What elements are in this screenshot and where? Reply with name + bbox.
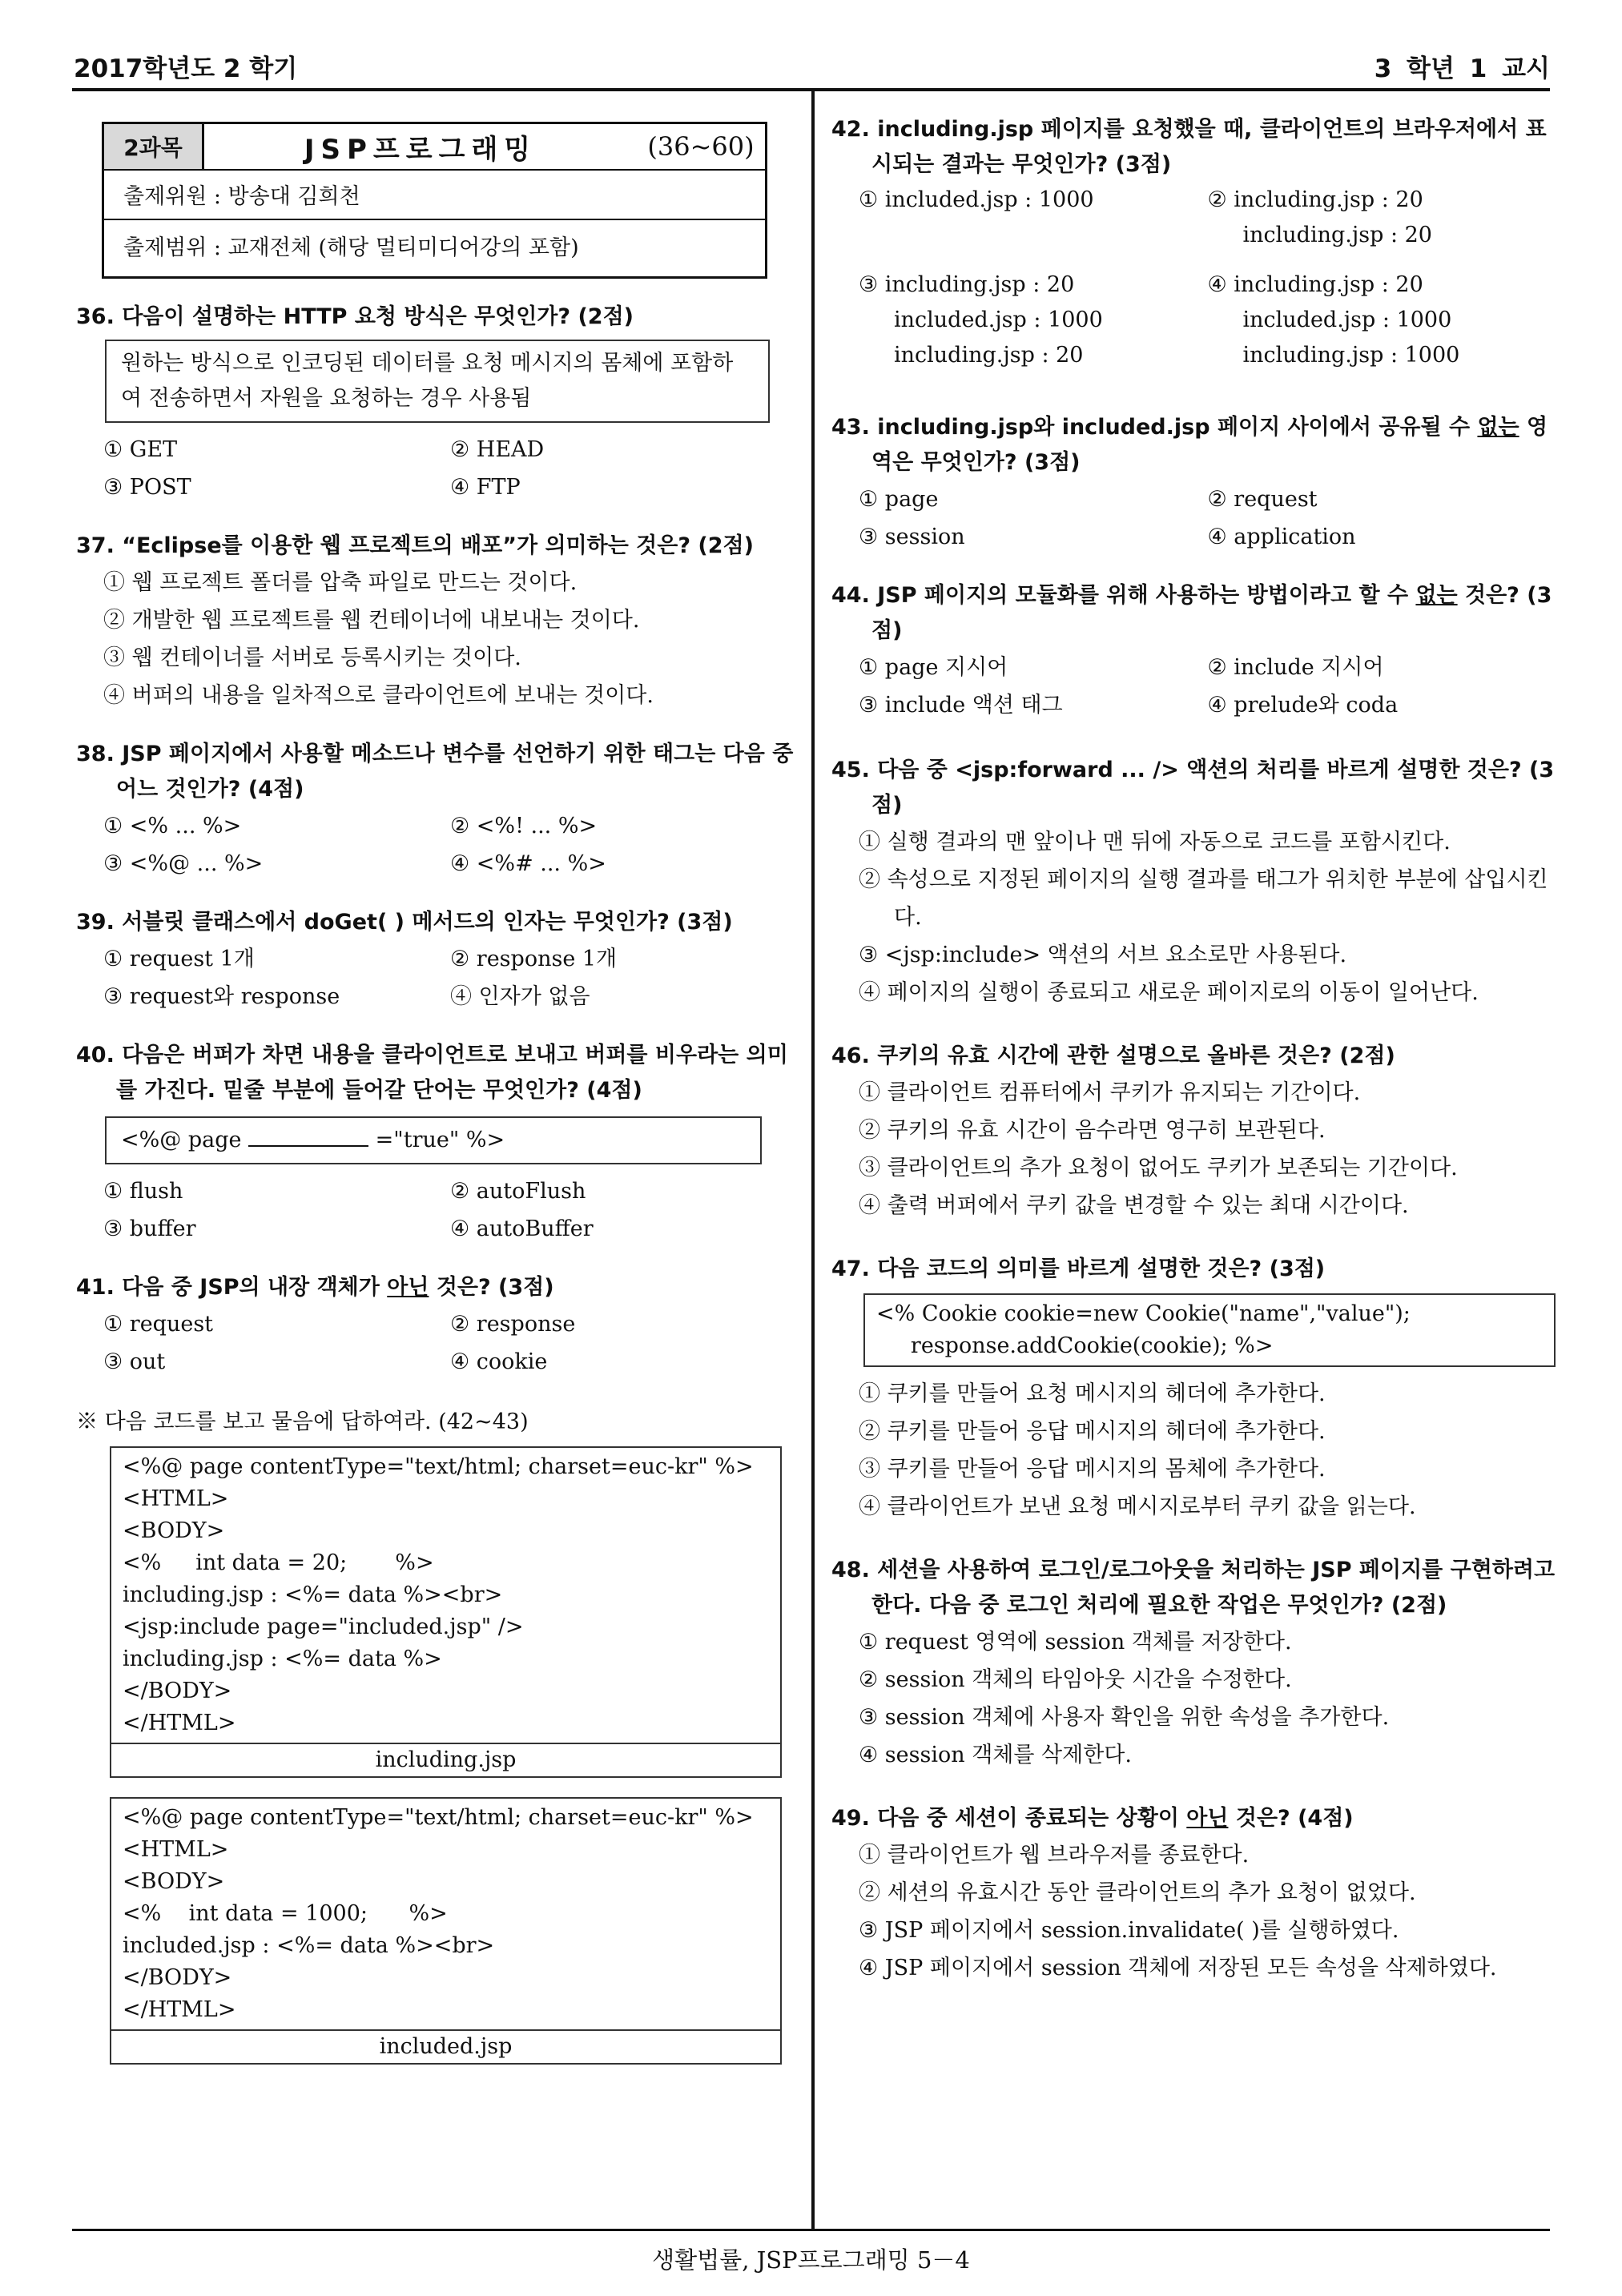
option-3: ③ buffer — [103, 1216, 196, 1241]
option-2: ② 속성으로 지정된 페이지의 실행 결과를 태그가 위치한 부분에 삽입시킨다. — [859, 867, 1548, 930]
option-2 — [1208, 183, 1557, 253]
subject-box — [102, 122, 767, 279]
page-footer: 생활법률, JSP프로그래밍 5－4 — [652, 2246, 970, 2274]
option-line: ④ including.jsp : 20 — [1207, 272, 1423, 297]
option-4: ④ cookie — [450, 1349, 548, 1374]
question-37 — [76, 529, 797, 714]
code-lines: <%@ page contentType="text/html; charset=euc-kr" %> <HTML> <BODY> <% int data = 1000; %> included.jsp : <%= data %><br> </BODY> </HTML> — [123, 1805, 754, 2022]
blank-underline — [248, 1126, 368, 1147]
option-3: ③ session — [859, 525, 965, 549]
question-36 — [76, 300, 797, 506]
option-2: ② 쿠키를 만들어 응답 메시지의 헤더에 추가한다. — [859, 1419, 1326, 1444]
code-caption: including.jsp — [111, 1743, 780, 1776]
left-column — [76, 94, 797, 2065]
option-2: ② response 1개 — [450, 947, 618, 971]
question-44 — [831, 578, 1556, 724]
code-lines: <%@ page contentType="text/html; charset=euc-kr" %> <HTML> <BODY> <% int data = 20; %> including.jsp : <%= data %><br> <jsp:include page="included.jsp" /> including.jsp : <%= data %> </BODY> </HTML> — [123, 1454, 754, 1735]
stem-text-end: 영역은 무엇인가? (3점) — [871, 415, 1548, 475]
stem-text: 49. 다음 중 세션이 종료되는 상황이 — [831, 1806, 1187, 1831]
question-39 — [76, 905, 797, 1015]
option-1 — [859, 183, 1208, 253]
question-stem — [831, 410, 1556, 481]
question-47 — [831, 1252, 1556, 1526]
question-stem: 38. JSP 페이지에서 사용할 메소드나 변수를 선언하기 위한 태그는 다음 중 어느 것인가? (4점) — [76, 742, 794, 802]
option-line: included.jsp : 1000 — [894, 308, 1103, 332]
subject-author: 출제위원 : 방송대 김희천 — [104, 171, 765, 220]
option-1: ① GET — [103, 437, 178, 462]
option-3: ③ 클라이언트의 추가 요청이 없어도 쿠키가 보존되는 기간이다. — [859, 1156, 1458, 1180]
cookie-code-box — [863, 1293, 1556, 1367]
code-caption: included.jsp — [111, 2029, 780, 2063]
question-38 — [76, 737, 797, 883]
question-stem — [76, 1270, 797, 1305]
option-1: ① 실행 결과의 맨 앞이나 맨 뒤에 자동으로 코드를 포함시킨다. — [859, 830, 1451, 854]
option-3: ③ session 객체에 사용자 확인을 위한 속성을 추가한다. — [859, 1705, 1390, 1730]
question-46 — [831, 1039, 1556, 1224]
stem-emphasis: 아닌 — [1186, 1806, 1229, 1831]
question-stem: 37. “Eclipse를 이용한 웹 프로젝트의 배포”가 의미하는 것은? (2점) — [76, 533, 754, 558]
option-1: ① page — [859, 487, 939, 512]
question-48 — [831, 1553, 1556, 1774]
option-2: ② session 객체의 타임아웃 시간을 수정한다. — [859, 1667, 1292, 1692]
stem-text: 44. JSP 페이지의 모듈화를 위해 사용하는 방법이라고 할 수 — [831, 583, 1416, 608]
subject-title: JSP프로그래밍 — [304, 133, 537, 166]
option-line: including.jsp : 1000 — [1242, 343, 1460, 368]
question-40 — [76, 1038, 797, 1248]
option-4: ④ 인자가 없음 — [450, 984, 590, 1009]
code-suffix: ="true" %> — [368, 1128, 505, 1152]
shared-instruction: ※ 다음 코드를 보고 물음에 답하여라. (42~43) — [76, 1409, 529, 1434]
code-prefix: <%@ page — [121, 1128, 249, 1152]
option-2: ② include 지시어 — [1207, 655, 1384, 680]
question-range: (36~60) — [647, 131, 755, 162]
question-45 — [831, 753, 1556, 1011]
option-3: ③ JSP 페이지에서 session.invalidate( )를 실행하였다. — [859, 1918, 1399, 1943]
option-2: ② 세션의 유효시간 동안 클라이언트의 추가 요청이 없었다. — [859, 1880, 1416, 1905]
subject-code: 2과목 — [104, 124, 204, 169]
option-line: ③ including.jsp : 20 — [859, 272, 1075, 297]
question-stem: 47. 다음 코드의 의미를 바르게 설명한 것은? (3점) — [831, 1257, 1326, 1281]
option-3: ③ POST — [103, 475, 191, 500]
question-stem — [831, 1801, 1556, 1836]
option-line: included.jsp : 1000 — [1242, 308, 1452, 332]
stem-text: 43. including.jsp와 included.jsp 페이지 사이에서 공유될 수 — [831, 415, 1478, 440]
option-2: ② 쿠키의 유효 시간이 음수라면 영구히 보관된다. — [859, 1118, 1326, 1143]
question-41 — [76, 1270, 797, 1381]
question-stem: 45. 다음 중 <jsp:forward ... /> 액션의 처리를 바르게 설명한 것은? (3점) — [831, 758, 1555, 818]
option-line: including.jsp : 20 — [1242, 223, 1432, 247]
option-line: ① included.jsp : 1000 — [859, 187, 1094, 212]
option-1: ① 클라이언트 컴퓨터에서 쿠키가 유지되는 기간이다. — [859, 1080, 1361, 1105]
option-2: ② autoFlush — [450, 1179, 586, 1204]
option-1: ① page 지시어 — [859, 655, 1008, 680]
option-4: ④ 출력 버퍼에서 쿠키 값을 변경할 수 있는 최대 시간이다. — [859, 1193, 1409, 1218]
option-3: ③ <%@ ... %> — [103, 851, 264, 876]
question-stem: 46. 쿠키의 유효 시간에 관한 설명으로 올바른 것은? (2점) — [831, 1043, 1395, 1068]
option-2: ② request — [1207, 487, 1318, 512]
option-1: ① flush — [103, 1179, 183, 1204]
question-box: 원하는 방식으로 인코딩된 데이터를 요청 메시지의 몸체에 포함하여 전송하면서 자원을 요청하는 경우 사용됨 — [105, 340, 770, 423]
stem-emphasis: 아닌 — [387, 1275, 429, 1300]
stem-emphasis: 없는 — [1477, 415, 1519, 440]
question-stem: 40. 다음은 버퍼가 차면 내용을 클라이언트로 보내고 버퍼를 비우라는 의미를 가진다. 밑줄 부분에 들어갈 단어는 무엇인가? (4점) — [76, 1043, 788, 1103]
header-left: 2017학년도 2 학기 — [74, 54, 298, 83]
option-1: ① <% ... %> — [103, 814, 242, 838]
option-4: ④ autoBuffer — [450, 1216, 594, 1241]
option-4: ④ FTP — [450, 475, 521, 500]
option-1: ① 웹 프로젝트 폴더를 압축 파일로 만드는 것이다. — [103, 570, 578, 595]
question-42 — [831, 112, 1556, 388]
option-1: ① 쿠키를 만들어 요청 메시지의 헤더에 추가한다. — [859, 1381, 1326, 1406]
option-4: ④ 페이지의 실행이 종료되고 새로운 페이지로의 이동이 일어난다. — [859, 980, 1479, 1005]
question-stem: 36. 다음이 설명하는 HTTP 요청 방식은 무엇인가? (2점) — [76, 304, 634, 329]
header-right: 3 학년 1 교시 — [1374, 54, 1550, 83]
option-1: ① request 영역에 session 객체를 저장한다. — [859, 1630, 1292, 1655]
question-49 — [831, 1801, 1556, 1987]
option-3: ③ 쿠키를 만들어 응답 메시지의 몸체에 추가한다. — [859, 1457, 1326, 1482]
question-43 — [831, 410, 1556, 556]
option-3: ③ <jsp:include> 액션의 서브 요소로만 사용된다. — [859, 943, 1347, 967]
question-stem: 39. 서블릿 클래스에서 doGet( ) 메서드의 인자는 무엇인가? (3점) — [76, 910, 733, 935]
question-stem — [831, 578, 1556, 649]
bottom-rule — [72, 2229, 1550, 2231]
option-4: ④ <%# ... %> — [450, 851, 606, 876]
option-2: ② response — [450, 1312, 576, 1337]
option-4: ④ 클라이언트가 보낸 요청 메시지로부터 쿠키 값을 읽는다. — [859, 1494, 1416, 1519]
option-4 — [1208, 267, 1557, 373]
option-3: ③ out — [103, 1349, 166, 1374]
stem-text-end: 것은? (3점) — [871, 583, 1552, 643]
question-stem: 48. 세션을 사용하여 로그인/로그아웃을 처리하는 JSP 페이지를 구현하려고 한다. 다음 중 로그인 처리에 필요한 작업은 무엇인가? (2점) — [831, 1558, 1556, 1618]
option-3: ③ include 액션 태그 — [859, 693, 1063, 718]
stem-text-end: 것은? (3점) — [429, 1275, 554, 1300]
code-lines: <% Cookie cookie=new Cookie("name","value"); response.addCookie(cookie); %> — [876, 1301, 1411, 1358]
option-1: ① 클라이언트가 웹 브라우저를 종료한다. — [859, 1843, 1250, 1868]
option-2: ② HEAD — [450, 437, 545, 462]
option-4: ④ application — [1207, 525, 1356, 549]
option-4: ④ JSP 페이지에서 session 객체에 저장된 모든 속성을 삭제하였다. — [859, 1956, 1497, 1980]
option-4: ④ session 객체를 삭제한다. — [859, 1743, 1132, 1767]
option-2: ② <%! ... %> — [450, 814, 598, 838]
option-2: ② 개발한 웹 프로젝트를 웹 컨테이너에 내보내는 것이다. — [103, 608, 640, 633]
stem-text-end: 것은? (4점) — [1228, 1806, 1354, 1831]
code-included-jsp — [110, 1797, 782, 2065]
option-4: ④ 버퍼의 내용을 일차적으로 클라이언트에 보내는 것이다. — [103, 683, 654, 708]
question-stem: 42. including.jsp 페이지를 요청했을 때, 클라이언트의 브라우저에서 표시되는 결과는 무엇인가? (3점) — [831, 117, 1547, 177]
option-1: ① request 1개 — [103, 947, 255, 971]
code-including-jsp — [110, 1446, 782, 1778]
stem-text: 41. 다음 중 JSP의 내장 객체가 — [76, 1275, 388, 1300]
option-line: ② including.jsp : 20 — [1207, 187, 1423, 212]
option-3 — [859, 267, 1208, 373]
option-line: including.jsp : 20 — [894, 343, 1084, 368]
right-column — [831, 94, 1556, 1987]
option-4: ④ prelude와 coda — [1207, 693, 1399, 718]
column-divider — [811, 90, 815, 2229]
option-3: ③ request와 response — [103, 984, 340, 1009]
option-3: ③ 웹 컨테이너를 서버로 등록시키는 것이다. — [103, 645, 521, 670]
code-snippet-box — [105, 1116, 762, 1164]
option-1: ① request — [103, 1312, 214, 1337]
stem-emphasis: 없는 — [1415, 583, 1458, 608]
subject-scope: 출제범위 : 교재전체 (해당 멀티미디어강의 포함) — [123, 235, 579, 260]
